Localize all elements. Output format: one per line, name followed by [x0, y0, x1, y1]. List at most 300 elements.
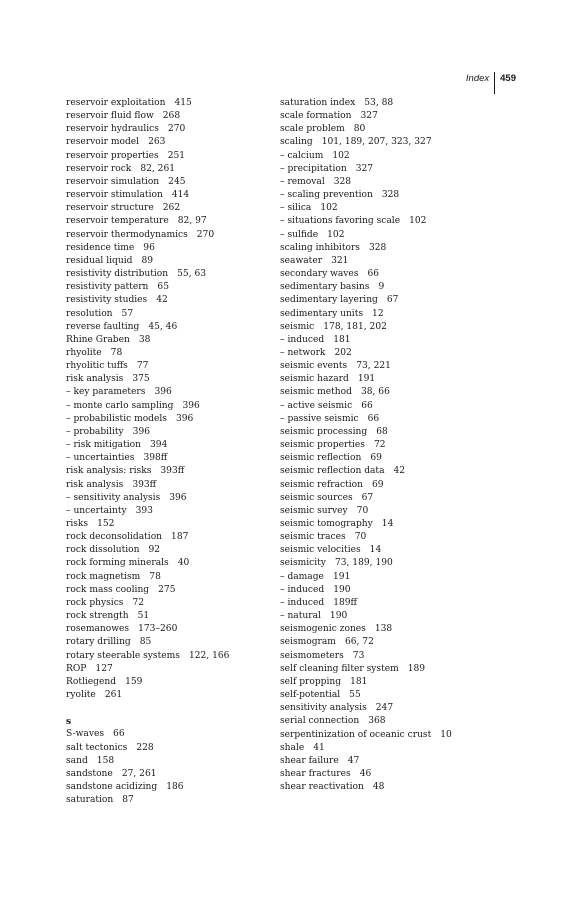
index-page-locator: 87 — [122, 795, 134, 806]
index-term: seismometers — [280, 650, 344, 661]
index-entry — [66, 242, 271, 255]
index-term: – active seismic — [280, 400, 353, 411]
index-term: Rotliegend — [66, 676, 117, 687]
index-entry — [280, 584, 520, 597]
index-term: resistivity distribution — [66, 269, 169, 280]
index-page-locator: 398ff — [143, 453, 168, 464]
index-page-locator: 46 — [359, 768, 372, 779]
index-page-locator: 393ff — [132, 479, 157, 490]
index-entry — [280, 781, 520, 794]
index-page-locator: 159 — [125, 676, 143, 687]
index-page-locator: 414 — [171, 190, 190, 201]
index-page-locator: 40 — [177, 558, 190, 569]
index-entry — [280, 281, 520, 294]
index-term: reservoir model — [66, 137, 140, 148]
index-page-locator: 78 — [149, 571, 161, 582]
index-entry — [66, 531, 271, 544]
index-entry — [66, 281, 271, 294]
index-column-left — [66, 97, 271, 807]
index-entry — [280, 215, 520, 228]
index-entry — [66, 347, 271, 360]
running-header-section: Index — [465, 73, 490, 84]
index-term: reservoir rock — [66, 163, 132, 174]
index-term: – removal — [280, 176, 325, 187]
index-page-locator: 394 — [150, 440, 168, 451]
index-column-right — [280, 97, 520, 794]
index-page-locator: 268 — [162, 111, 181, 122]
index-page-locator: 101, 189, 207, 323, 327 — [321, 137, 432, 148]
index-page-locator: 127 — [95, 663, 113, 674]
index-entry — [66, 465, 271, 478]
index-page-locator: 45, 46 — [148, 321, 178, 332]
index-entry — [280, 136, 520, 149]
index-entry — [66, 413, 271, 426]
index-page-locator: 321 — [331, 255, 349, 266]
index-entry — [66, 663, 271, 676]
index-term: self cleaning filter system — [280, 663, 399, 674]
index-page-locator: 270 — [167, 124, 186, 135]
index-term: sand — [66, 755, 88, 766]
index-page-locator: 191 — [332, 571, 351, 582]
index-entry — [280, 742, 520, 755]
index-entry — [66, 360, 271, 373]
index-term: – probability — [66, 426, 124, 437]
index-term: salt tectonics — [66, 742, 128, 753]
index-page-locator: 66 — [361, 400, 373, 411]
index-entry — [66, 334, 271, 347]
index-page-locator: 181 — [350, 676, 368, 687]
index-term: seismicity — [280, 558, 326, 569]
index-entry — [66, 768, 271, 781]
index-page-locator: 65 — [157, 282, 169, 293]
index-entry — [66, 728, 271, 741]
index-page-locator: 12 — [372, 308, 384, 319]
index-page-locator: 251 — [167, 150, 186, 161]
index-term: seismic sources — [280, 492, 353, 503]
index-page-locator: 73 — [352, 650, 365, 661]
index-term: risk analysis — [66, 479, 124, 490]
running-header — [466, 72, 516, 94]
index-term: rock physics — [66, 597, 124, 608]
index-entry — [280, 663, 520, 676]
index-term: reservoir structure — [66, 203, 154, 214]
index-page-locator: 96 — [143, 242, 155, 253]
index-entry — [66, 110, 271, 123]
index-term: – natural — [280, 611, 321, 622]
index-term: – passive seismic — [280, 413, 359, 424]
index-entry — [280, 334, 520, 347]
index-entry — [280, 294, 520, 307]
index-entry — [66, 426, 271, 439]
index-entry — [280, 255, 520, 268]
index-term: risk analysis: risks — [66, 466, 152, 477]
index-page-locator: 190 — [333, 584, 351, 595]
index-term: resistivity pattern — [66, 282, 149, 293]
index-entry — [280, 439, 520, 452]
page-number: 459 — [500, 73, 516, 84]
index-term: seismic tomography — [280, 519, 373, 529]
index-entry — [66, 689, 271, 702]
index-page-locator: 327 — [355, 163, 374, 174]
index-entry — [280, 373, 520, 386]
index-entry — [280, 150, 520, 163]
index-page-locator: 275 — [158, 584, 176, 595]
index-page-locator: 55 — [349, 690, 361, 701]
index-page-locator: 261 — [104, 690, 123, 701]
index-page-locator: 9 — [378, 282, 385, 293]
index-term: reverse faulting — [66, 321, 140, 332]
index-entry — [280, 505, 520, 518]
index-entry — [280, 676, 520, 689]
index-page-locator: 262 — [162, 203, 181, 214]
index-term: reservoir stimulation — [66, 190, 163, 201]
index-entry — [66, 742, 271, 755]
index-page-locator: 72 — [132, 597, 145, 608]
index-term: sedimentary units — [280, 308, 364, 319]
index-term: reservoir hydraulics — [66, 124, 159, 135]
index-page-locator: 14 — [369, 545, 382, 556]
section-gap — [66, 702, 271, 715]
index-entry — [280, 321, 520, 334]
index-entry — [280, 189, 520, 202]
index-entry — [66, 321, 271, 334]
index-page-locator: 187 — [171, 532, 189, 543]
index-page-locator: 66 — [367, 269, 380, 280]
index-entry — [280, 636, 520, 649]
index-entry — [66, 557, 271, 570]
index-entry — [66, 136, 271, 149]
index-entry — [280, 597, 520, 610]
index-page-locator: 375 — [132, 374, 150, 385]
index-page-locator: 190 — [329, 611, 348, 622]
index-term: rotary drilling — [66, 637, 131, 648]
index-page-locator: 80 — [353, 124, 366, 135]
index-term: scaling — [280, 137, 313, 148]
index-term: seismic reflection data — [280, 466, 385, 477]
index-term: rock forming minerals — [66, 558, 169, 569]
index-entry — [66, 308, 271, 321]
index-term: resolution — [66, 308, 113, 319]
index-entry — [280, 163, 520, 176]
index-term: shear failure — [280, 755, 339, 766]
index-page-locator: 393 — [135, 505, 153, 516]
index-entry — [280, 729, 520, 742]
index-page-locator: 245 — [168, 176, 186, 187]
index-term: seismic survey — [280, 505, 348, 516]
index-term: – induced — [280, 584, 325, 595]
index-page-locator: 122, 166 — [188, 650, 230, 661]
index-page-locator: 328 — [333, 176, 352, 187]
index-entry — [280, 413, 520, 426]
index-page-locator: 68 — [376, 426, 388, 437]
index-entry — [280, 689, 520, 702]
index-term: S-waves — [66, 729, 105, 740]
index-page-locator: 396 — [182, 400, 200, 411]
index-term: seismic properties — [280, 440, 365, 451]
index-entry — [66, 452, 271, 465]
index-page-locator: 42 — [393, 466, 406, 477]
index-page-locator: 327 — [360, 111, 378, 122]
index-page-locator: 69 — [370, 453, 382, 464]
index-entry — [280, 755, 520, 768]
index-term: scale problem — [280, 124, 345, 135]
index-entry — [280, 465, 520, 478]
index-entry — [280, 347, 520, 360]
index-entry — [66, 439, 271, 452]
index-page-locator: 67 — [361, 492, 374, 503]
index-term: shear reactivation — [280, 782, 364, 793]
index-entry — [280, 702, 520, 715]
index-term: rhyolite — [66, 347, 102, 358]
index-page-locator: 73, 221 — [356, 361, 391, 372]
index-term: ryolite — [66, 690, 96, 701]
index-page-locator: 10 — [440, 729, 452, 740]
index-page-locator: 396 — [132, 426, 151, 437]
index-entry — [66, 373, 271, 386]
index-page-locator: 247 — [375, 703, 394, 714]
index-entry — [280, 110, 520, 123]
index-page-locator: 178, 181, 202 — [323, 321, 387, 332]
index-term: scaling inhibitors — [280, 242, 360, 253]
index-page-locator: 92 — [148, 545, 161, 556]
index-entries-s — [66, 728, 271, 807]
index-term: – uncertainty — [66, 505, 127, 516]
index-term: residence time — [66, 242, 135, 253]
index-page-locator: 102 — [409, 216, 427, 227]
index-page-locator: 73, 189, 190 — [334, 558, 393, 569]
index-page-locator: 66 — [113, 729, 125, 740]
index-term: saturation — [66, 795, 114, 806]
index-term: self propping — [280, 676, 342, 687]
index-term: – scaling prevention — [280, 190, 373, 201]
index-entry — [66, 202, 271, 215]
index-page-locator: 72 — [373, 440, 386, 451]
index-page-locator: 393ff — [160, 466, 185, 477]
index-entry — [280, 518, 520, 531]
index-term: – uncertainties — [66, 453, 135, 464]
index-term: – precipitation — [280, 163, 347, 174]
index-term: sedimentary basins — [280, 282, 370, 293]
index-entry — [280, 229, 520, 242]
index-page-locator: 82, 97 — [177, 216, 207, 227]
index-term: seismic processing — [280, 426, 368, 437]
index-entry — [66, 255, 271, 268]
index-page-locator: 158 — [96, 755, 115, 766]
index-entry — [280, 531, 520, 544]
index-term: resistivity studies — [66, 295, 148, 306]
index-page-locator: 55, 63 — [177, 269, 207, 280]
index-entry — [66, 676, 271, 689]
index-term: reservoir exploitation — [66, 98, 166, 108]
index-entry — [280, 268, 520, 281]
index-page-locator: 48 — [372, 782, 385, 793]
index-page-locator: 38, 66 — [360, 387, 390, 398]
index-entry — [280, 650, 520, 663]
index-entry — [66, 492, 271, 505]
index-entry — [280, 308, 520, 321]
index-page-locator: 228 — [136, 742, 154, 753]
index-entry — [280, 557, 520, 570]
index-entry — [280, 426, 520, 439]
index-term: rock magnetism — [66, 571, 141, 582]
index-page-locator: 85 — [139, 637, 152, 648]
index-term: serial connection — [280, 716, 360, 727]
index-entry — [280, 544, 520, 557]
index-term: secondary waves — [280, 269, 359, 280]
index-entry — [66, 479, 271, 492]
index-page-locator: 396 — [154, 387, 172, 398]
index-entry — [66, 189, 271, 202]
index-entry — [66, 505, 271, 518]
index-entry — [66, 544, 271, 557]
index-term: sedimentary layering — [280, 295, 378, 306]
index-term: seismic — [280, 321, 315, 332]
index-entry — [280, 571, 520, 584]
index-term: rock dissolution — [66, 545, 140, 556]
index-entry — [66, 215, 271, 228]
index-entry — [280, 123, 520, 136]
index-page-locator: 189ff — [333, 597, 358, 608]
index-page-locator: 102 — [327, 229, 345, 240]
index-page-locator: 138 — [374, 624, 393, 635]
index-page-locator: 415 — [174, 98, 192, 108]
index-page-locator: 14 — [381, 519, 394, 529]
index-page-locator: 38 — [138, 334, 151, 345]
index-term: seismic method — [280, 387, 352, 398]
index-page-locator: 66, 72 — [344, 637, 374, 648]
index-page-locator: 328 — [368, 242, 387, 253]
index-term: – sensitivity analysis — [66, 492, 161, 503]
index-term: saturation index — [280, 98, 356, 108]
index-page-locator: 191 — [357, 374, 376, 385]
index-term: – sulfide — [280, 229, 319, 240]
index-term: seismic traces — [280, 532, 346, 543]
index-term: – induced — [280, 597, 325, 608]
index-term: – network — [280, 347, 326, 358]
index-page-locator: 102 — [332, 150, 350, 161]
index-term: – induced — [280, 334, 325, 345]
index-page-locator: 51 — [137, 611, 150, 622]
index-page-locator: 89 — [141, 255, 154, 266]
index-term: rhyolitic tuffs — [66, 361, 128, 372]
index-entry — [66, 781, 271, 794]
index-entry — [280, 360, 520, 373]
index-entry — [66, 597, 271, 610]
index-term: sensitivity analysis — [280, 703, 367, 714]
index-page-locator: 270 — [196, 229, 215, 240]
index-term: Rhine Graben — [66, 334, 130, 345]
index-entry — [66, 755, 271, 768]
index-page-locator: 186 — [166, 782, 184, 793]
index-entry — [66, 584, 271, 597]
index-term: – monte carlo sampling — [66, 400, 174, 411]
index-term: – key parameters — [66, 387, 146, 398]
index-entries-r — [66, 97, 271, 702]
index-entry — [280, 479, 520, 492]
index-term: shale — [280, 742, 305, 753]
index-term: rock mass cooling — [66, 584, 150, 595]
index-term: residual liquid — [66, 255, 133, 266]
index-term: sandstone — [66, 768, 113, 779]
index-entry — [66, 268, 271, 281]
index-term: rotary steerable systems — [66, 650, 180, 661]
index-entry — [280, 176, 520, 189]
index-entry — [66, 636, 271, 649]
index-term: seismogram — [280, 637, 336, 648]
index-page-locator: 396 — [169, 492, 187, 503]
index-page-locator: 78 — [110, 347, 123, 358]
index-term: – calcium — [280, 150, 324, 161]
index-page-locator: 202 — [334, 347, 352, 358]
index-entry — [280, 623, 520, 636]
index-page-locator: 70 — [356, 505, 369, 516]
index-entry — [66, 623, 271, 636]
index-term: risks — [66, 519, 89, 529]
index-term: serpentinization of oceanic crust — [280, 729, 432, 740]
index-term: – risk mitigation — [66, 440, 141, 451]
index-entry — [66, 163, 271, 176]
index-term: reservoir thermodynamics — [66, 229, 188, 240]
index-term: – probabilistic models — [66, 413, 167, 424]
index-page-locator: 70 — [354, 532, 367, 543]
index-term: seismic hazard — [280, 374, 349, 385]
index-term: risk analysis — [66, 374, 124, 385]
index-entry — [280, 610, 520, 623]
index-term: – damage — [280, 571, 324, 582]
index-entry — [66, 150, 271, 163]
index-page-locator: 152 — [97, 519, 115, 529]
index-term: reservoir temperature — [66, 216, 169, 227]
index-entry — [66, 386, 271, 399]
index-entry — [66, 794, 271, 807]
index-term: rosemanowes — [66, 624, 130, 635]
index-page-locator: 41 — [313, 742, 325, 753]
index-page-locator: 67 — [386, 295, 399, 306]
index-entry — [66, 610, 271, 623]
index-page-locator: 82, 261 — [140, 163, 176, 174]
index-term: rock deconsolidation — [66, 532, 163, 543]
section-letter: s — [66, 716, 72, 728]
index-entry — [66, 229, 271, 242]
index-page-locator: 47 — [347, 755, 360, 766]
index-page-locator: 263 — [148, 137, 166, 148]
index-term: reservoir properties — [66, 150, 159, 161]
index-term: seismogenic zones — [280, 624, 366, 635]
index-page-locator: 77 — [136, 361, 149, 372]
index-entries-s-continued — [280, 97, 520, 794]
index-page-locator: 42 — [156, 295, 168, 306]
index-entry — [66, 518, 271, 531]
index-entry — [66, 571, 271, 584]
index-entry — [280, 768, 520, 781]
index-term: shear fractures — [280, 768, 351, 779]
index-term: seismic reflection — [280, 453, 362, 464]
index-page-locator: 27, 261 — [121, 768, 157, 779]
index-entry — [66, 294, 271, 307]
index-page-locator: 66 — [367, 413, 380, 424]
index-page-locator: 368 — [368, 716, 386, 727]
index-term: reservoir simulation — [66, 176, 160, 187]
index-term: – silica — [280, 203, 312, 214]
index-entry — [280, 97, 520, 110]
index-page-locator: 396 — [175, 413, 194, 424]
index-term: self-potential — [280, 690, 341, 701]
index-entry — [280, 400, 520, 413]
index-page-locator: 69 — [372, 479, 384, 490]
index-entry — [66, 650, 271, 663]
index-entry — [280, 242, 520, 255]
index-term: rock strength — [66, 611, 129, 622]
